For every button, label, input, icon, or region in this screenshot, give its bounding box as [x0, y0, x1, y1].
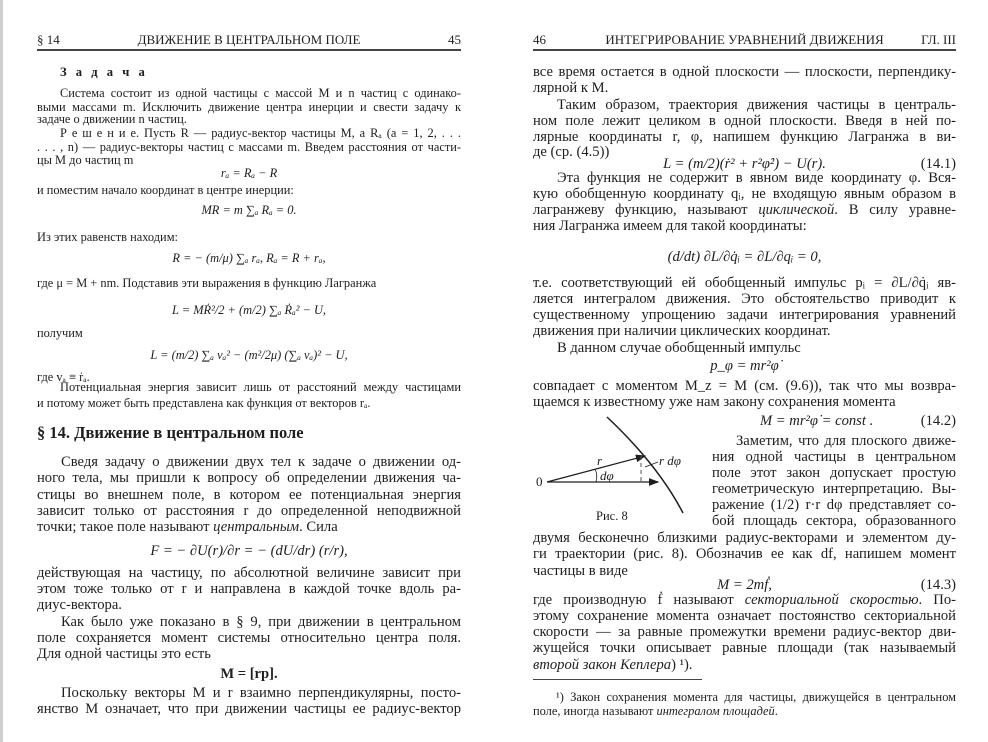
text-line: бой площадь сектора, образованного [712, 513, 956, 529]
formula: MR = m ∑ₐ Rₐ = 0. [201, 203, 297, 217]
text-line: выми массами m. Исключить движение центра инерции и свести задачу к [37, 100, 461, 114]
angle-arc [595, 469, 597, 482]
text-segment: . В силу уравне- [834, 202, 956, 218]
text-line: Таким образом, траектория движения частицы в централь- [557, 97, 956, 113]
text-line: Сведя задачу о движении двух тел к задаче о движении од- [61, 454, 461, 470]
formula: F = − ∂U(r)/∂r = − (dU/dr) (r/r), [150, 543, 348, 559]
italic-term: циклической [758, 202, 835, 218]
figure-dphi-label: dφ [600, 468, 614, 483]
formula: (d/dt) ∂L/∂q̇ᵢ = ∂L/∂qᵢ = 0, [667, 249, 822, 265]
italic-term: второй закон Кеплера [533, 657, 672, 673]
formula: L = (m/2) ∑ₐ vₐ² − (m²/2μ) (∑ₐ vₐ)² − U, [150, 348, 348, 362]
formula-text: M = 2mḟ, [717, 577, 772, 593]
text-segment: точки; такое поле называют [37, 519, 214, 535]
text-line: где vₐ ≡ ṙₐ. [37, 370, 90, 384]
radius-vector-arrow [547, 456, 645, 482]
italic-term: секториальной скоростью [744, 592, 919, 608]
text-segment: где производную ḟ называют [533, 592, 745, 608]
text-line: поле сохраняется момент системы относительно центра поля. [37, 630, 461, 646]
text-segment: поле, иногда называют [533, 704, 657, 718]
text-segment: лагранжеву функцию, называют [533, 202, 759, 218]
text-line: ги траектории (рис. 8). Обозначив ее как df, напишем момент [533, 546, 956, 562]
text-line: существенному упрощению задачи интегрирования уравнений [533, 307, 956, 323]
figure-origin-label: 0 [536, 474, 543, 489]
figure-caption: Рис. 8 [596, 509, 628, 523]
text-line: щаемся к известному уже нам закону сохранения момента [533, 394, 896, 410]
formula: p_φ = mr²φ̇ [710, 358, 779, 374]
text-segment: . [774, 704, 778, 718]
formula: M = [rp]. [220, 666, 278, 682]
text-line: скорости — за равные промежутки времени радиус-вектор дви- [533, 624, 956, 640]
running-header-right [533, 32, 956, 48]
figure-rdphi-label: r dφ [659, 453, 682, 468]
header-section: § 14 [37, 32, 60, 47]
italic-term: центральным [213, 519, 300, 535]
formula [700, 412, 956, 430]
text-line: ного тела, мы пришли к вопросу об определении движения ча- [37, 470, 461, 486]
section-heading: § 14. Движение в центральном поле [37, 423, 304, 442]
header-title: ДВИЖЕНИЕ В ЦЕНТРАЛЬНОМ ПОЛЕ [137, 32, 361, 47]
equation-number: (14.2) [920, 413, 956, 429]
text-line: ляется интегралом движения. Это обстоятельство приводит к [533, 291, 956, 307]
text-line: все время остается в одной плоскости — плоскости, перпендику- [533, 64, 956, 80]
text-line: Эта функция не содержит в явном виде координату φ. Вся- [557, 170, 956, 186]
text-line: этом тоже только от r и направлена в каждой точке вдоль ра- [37, 581, 461, 597]
text-line: Потенциальная энергия зависит лишь от расстояний между частицами [60, 380, 461, 394]
page-number: 46 [533, 32, 546, 47]
equation-number: (14.3) [920, 577, 956, 593]
text-line: и потому может быть представлена как функция от векторов rₐ. [37, 396, 371, 410]
footnote-line [533, 703, 956, 719]
formula: rₐ = Rₐ − R [220, 166, 278, 180]
text-line: Р е ш е н и е. Пусть R — радиус-вектор частицы M, а Rₐ (a = 1, 2, . . . [60, 126, 461, 140]
text-line: Из этих равенств находим: [37, 230, 178, 244]
text-line: двумя бесконечно близкими радиус-векторами и элементом ду- [533, 530, 956, 546]
problem-heading: З а д а ч а [60, 65, 148, 79]
text-line: янство M означает, что при движении частицы ее радиус-вектор [37, 701, 461, 717]
text-line: зависит только от расстояния r до определенной неподвижной [37, 503, 461, 519]
text-line: поле этот закон допускает простую [712, 465, 956, 481]
text-line: задаче о движении n частиц. [37, 112, 187, 126]
text-line: частицы в виде [533, 563, 628, 579]
figure-r-label: r [597, 453, 603, 468]
text-line: Заметим, что для плоского движе- [736, 433, 956, 449]
header-rule [533, 49, 956, 51]
text-line: этому сохранение момента означает постоянство секториальной [533, 608, 956, 624]
text-line: получим [37, 326, 83, 340]
footnote-rule [533, 679, 702, 680]
text-line: ния Лагранжа имеем для такой координаты: [533, 218, 807, 234]
text-line: действующая на частицу, по абсолютной величине зависит при [37, 565, 461, 581]
text-line: В данном случае обобщенный импульс [557, 340, 801, 356]
text-segment: . Сила [299, 519, 338, 535]
text-line: лярные координаты r, φ, напишем функцию Лагранжа в ви- [533, 129, 956, 145]
running-header-left [37, 32, 461, 48]
header-chapter: ГЛ. III [921, 32, 956, 47]
text-segment: ) ¹). [671, 657, 693, 673]
text-line: диус-вектора. [37, 597, 122, 613]
formula: L = MṘ²/2 + (m/2) ∑ₐ Ṙₐ² − U, [171, 303, 327, 317]
text-line: Поскольку векторы M и r взаимно перпендикулярны, посто- [61, 685, 461, 701]
formula: R = − (m/μ) ∑ₐ rₐ, Rₐ = R + rₐ, [172, 251, 326, 265]
formula-text: M = mr²φ̇ = const . [760, 413, 874, 429]
text-line [533, 656, 956, 674]
text-line: движения при наличии циклических координат. [533, 323, 831, 339]
footnote-line: ¹) Закон сохранения момента для частицы, движущейся в центральном [556, 690, 956, 704]
text-line: кую обобщенную координату qᵢ, не входящую явным образом в [533, 186, 956, 202]
text-line: т.е. соответствующий ей обобщенный импульс pᵢ = ∂L/∂q̇ᵢ яв- [533, 275, 956, 291]
text-segment: . По- [918, 592, 956, 608]
text-line: . . . , n) — радиус-векторы частиц с массами m. Введем расстояния от части- [37, 140, 461, 154]
header-title: ИНТЕГРИРОВАНИЕ УРАВНЕНИЙ ДВИЖЕНИЯ [605, 32, 884, 47]
page-edge [0, 0, 3, 742]
text-line: жущейся точки описывает равные площади (так называемый [533, 640, 956, 656]
header-rule [37, 49, 461, 51]
text-line: ражение (1/2) r·r dφ представляет со- [712, 497, 956, 513]
text-line: ном поле лежит целиком в одной плоскости. Введя в ней по- [533, 113, 956, 129]
italic-term: интегралом площадей [656, 704, 775, 718]
text-line: совпадает с моментом M_z = M (см. (9.6)), так что мы возвра- [533, 378, 956, 394]
text-line: стицы во внешнем поле, в котором ее потенциальная энергия [37, 487, 461, 503]
text-line: Как было уже показано в § 9, при движении в центральном [61, 614, 461, 630]
text-line: де (ср. (4.5)) [533, 144, 610, 160]
text-line: геометрическую интерпретацию. Вы- [712, 481, 956, 497]
text-line: Система состоит из одной частицы с массой M и n частиц с одинако- [60, 86, 461, 100]
text-line: цы M до частиц m [37, 153, 134, 167]
equation-number: (14.1) [920, 156, 956, 172]
text-line: Для одной частицы это есть [37, 646, 211, 662]
text-line: и поместим начало координат в центре инерции: [37, 183, 294, 197]
label-leader [645, 462, 658, 467]
text-line [37, 518, 461, 536]
page-number: 45 [448, 32, 461, 47]
formula-text: L = (m/2)(ṙ² + r²φ̇²) − U(r). [663, 156, 826, 172]
text-line: ния одной частицы в центральном [712, 449, 956, 465]
text-line: лярной к M. [533, 80, 609, 96]
text-line: где μ = M + nm. Подставив эти выражения в функцию Лагранжа [37, 276, 377, 290]
